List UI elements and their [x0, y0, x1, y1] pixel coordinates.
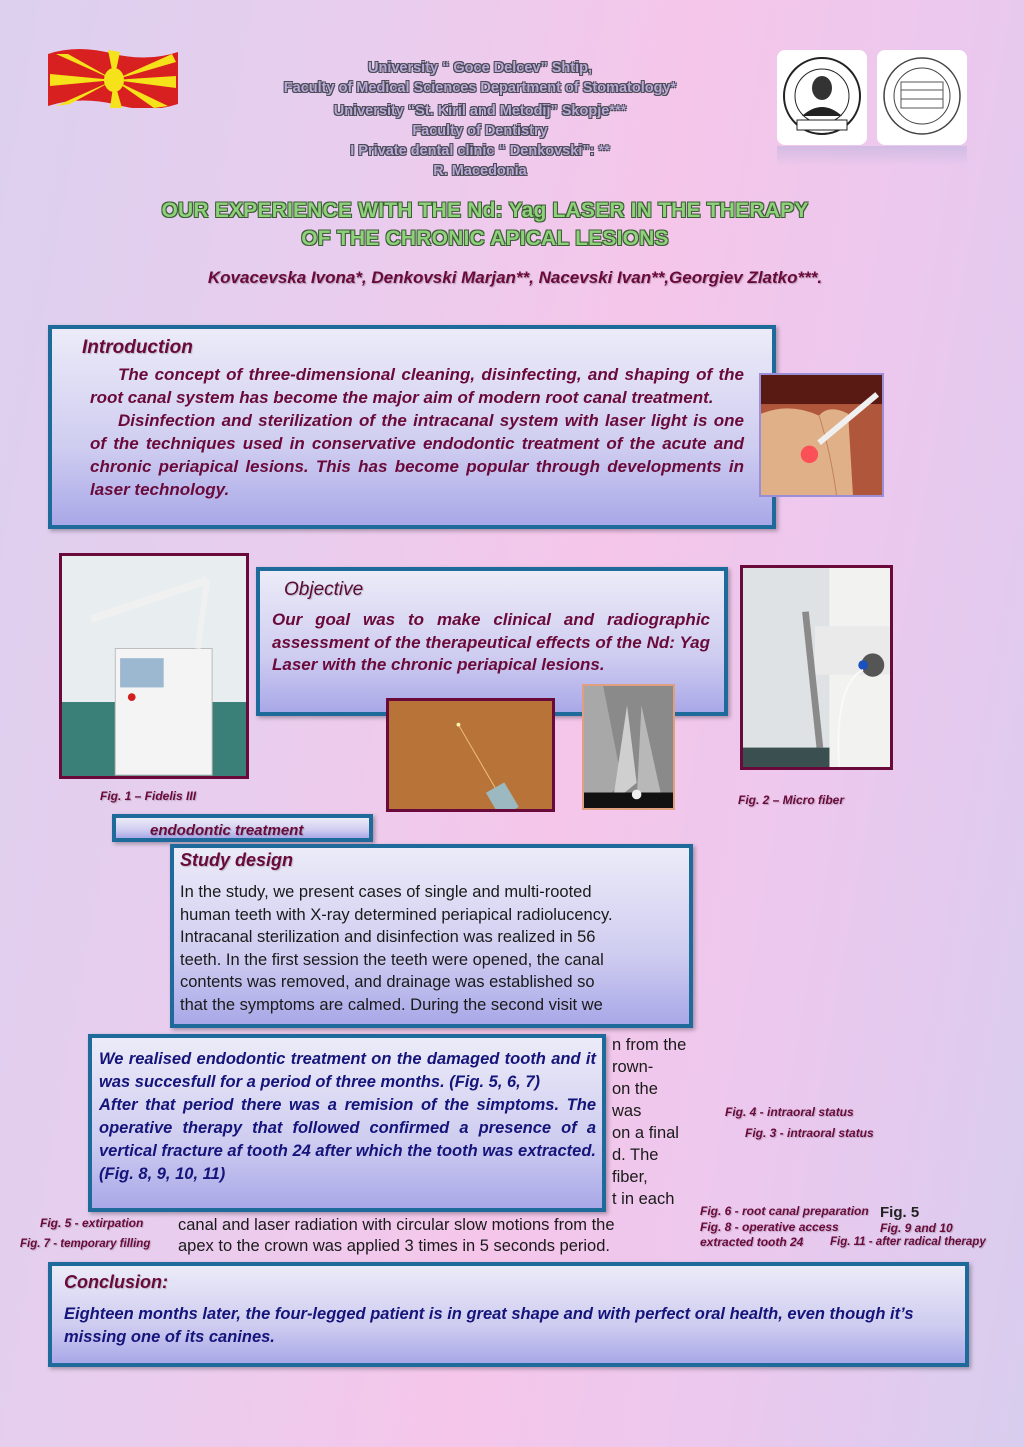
fidelis-machine-photo: [59, 553, 249, 779]
study-line: human teeth with X-ray determined periapical radiolucency.: [180, 905, 613, 924]
study-design-text: [180, 881, 689, 1016]
study-overflow-line: rown-: [612, 1058, 654, 1076]
fig1-caption: Fig. 1 – Fidelis III: [100, 789, 197, 803]
fig5-caption: Fig. 5 - extirpation: [40, 1216, 144, 1230]
title-line-2: OF THE CHRONIC APICAL LESIONS: [301, 227, 669, 250]
affiliation-line: University “St. Kiril and Metodij” Skopje***: [333, 103, 627, 119]
affiliation-line: R. Macedonia: [433, 163, 527, 179]
micro-fiber-tip-photo: [386, 698, 555, 812]
conclusion-text: Eighteen months later, the four-legged patient is in great shape and with perfect oral health, even though it’s missing one of its canines.: [64, 1305, 914, 1346]
fig3-caption: Fig. 3 - intraoral status: [745, 1126, 874, 1140]
university-seal-portrait-logo: [777, 50, 867, 145]
study-line: In the study, we present cases of single and multi-rooted: [180, 883, 592, 901]
study-line: teeth. In the first session the teeth were opened, the canal: [180, 950, 604, 969]
study-overflow-line: canal and laser radiation with circular slow motions from the: [178, 1216, 615, 1234]
results-paragraph: After that period there was a remision of the simptoms. The operative therapy that followed confirmed a presence of a vertical fracture af tooth 24 after which the tooth was extracted. (Fig. 8, 9, 10, 11): [99, 1096, 596, 1183]
study-overflow-line: d. The: [612, 1146, 659, 1164]
affiliations: [200, 58, 760, 181]
study-design-box: [170, 844, 693, 1028]
fig7-caption: Fig. 7 - temporary filling: [20, 1238, 151, 1250]
affiliation-line: Faculty of Medical Sciences Department of Stomatology*: [283, 80, 677, 96]
fig9-10-line2: extracted tooth 24: [700, 1235, 804, 1249]
fig4-caption: Fig. 4 - intraoral status: [725, 1105, 854, 1119]
study-overflow-line: on the: [612, 1080, 658, 1098]
affiliation-line: Faculty of Dentistry: [412, 123, 548, 139]
micro-fiber-handpiece-photo: [740, 565, 893, 770]
conclusion-heading: Conclusion:: [64, 1272, 168, 1292]
study-overflow-line: t in each: [612, 1190, 675, 1208]
fig9-10-line1: Fig. 9 and 10: [880, 1221, 953, 1235]
objective-heading: Objective: [284, 579, 364, 600]
study-overflow-line: apex to the crown was applied 3 times in 5 seconds period.: [178, 1237, 610, 1255]
title-line-1: OUR EXPERIENCE WITH THE Nd: Yag LASER IN THE THERAPY: [161, 199, 809, 222]
study-overflow-line: on a final: [612, 1124, 679, 1142]
fig6-caption: Fig. 6 - root canal preparation: [700, 1204, 869, 1218]
study-design-heading: Study design: [180, 850, 294, 870]
study-overflow-line: fiber,: [612, 1168, 648, 1186]
study-line: contents was removed, and drainage was established so: [180, 973, 595, 991]
fig5-label: Fig. 5: [880, 1204, 920, 1221]
results-box: [88, 1034, 606, 1212]
study-overflow-line: that the symptoms are calmed. During the second visit we: [180, 995, 603, 1014]
fig8-caption: Fig. 8 - operative access: [700, 1220, 839, 1234]
study-line: Intracanal sterilization and disinfection was realized in 56: [180, 928, 596, 946]
laser-tooth-photo: [759, 373, 884, 497]
endodontic-treatment-label: [112, 814, 373, 842]
fig2-caption: Fig. 2 – Micro fiber: [738, 793, 845, 807]
seal-reflection: [777, 146, 967, 166]
poster-title: [80, 197, 890, 253]
macedonia-flag-logo: [48, 48, 180, 108]
fig9-10-caption: [880, 1222, 953, 1235]
results-paragraph: We realised endodontic treatment on the damaged tooth and it was succesfull for a period of three months. (Fig. 5, 6, 7): [99, 1050, 596, 1091]
introduction-paragraph: Disinfection and sterilization of the intracanal system with laser light is one of the techniques used in conservative endodontic treatment of the acute and chronic periapical lesions. This has become popular through developments in laser technology.: [90, 411, 744, 499]
fig11-caption: Fig. 11 - after radical therapy: [830, 1236, 986, 1248]
xray-photo: [582, 684, 675, 810]
objective-text: Our goal was to make clinical and radiographic assessment of the therapeutical effects of the Nd: Yag Laser with the chronic periapical lesions.: [272, 610, 710, 674]
conclusion-box: [48, 1262, 969, 1367]
study-overflow-line: n from the: [612, 1036, 687, 1054]
study-overflow-line: was: [612, 1102, 642, 1120]
introduction-box: [48, 325, 776, 529]
university-seal-building-logo: [877, 50, 967, 145]
authors: Kovacevska Ivona*, Denkovski Marjan**, Nacevski Ivan**,Georgiev Zlatko***.: [207, 268, 823, 287]
fig9-10-caption-2: [700, 1236, 803, 1249]
introduction-heading: Introduction: [82, 337, 193, 358]
affiliation-line: University “ Goce Delcev” Shtip,: [367, 60, 593, 76]
affiliation-line: I Private dental clinic “ Denkovski”: **: [350, 143, 610, 159]
introduction-paragraph: The concept of three-dimensional cleaning, disinfecting, and shaping of the root canal system has become the major aim of modern root canal treatment.: [90, 365, 744, 407]
endodontic-treatment-text: endodontic treatment: [150, 822, 304, 839]
